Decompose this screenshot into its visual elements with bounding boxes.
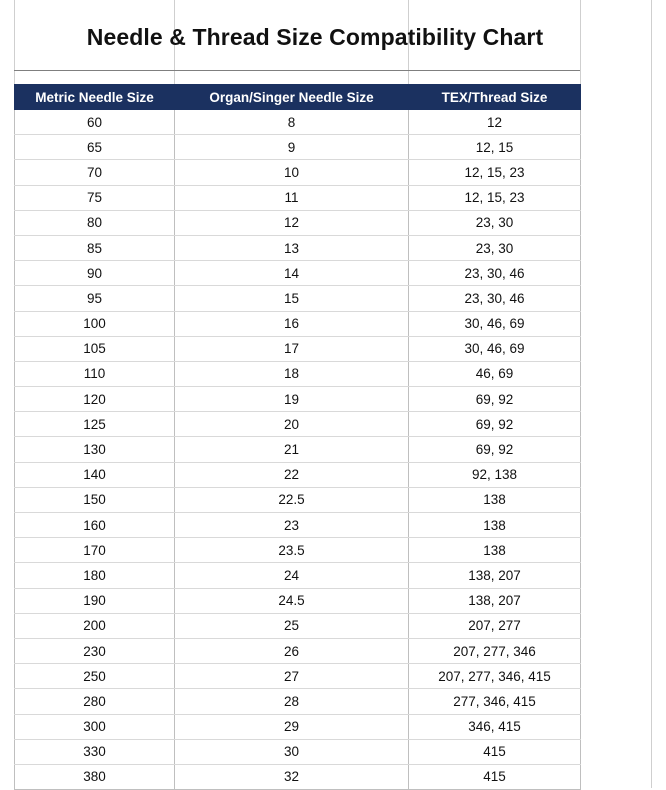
column-header-organ-singer-needle-size: Organ/Singer Needle Size	[175, 85, 409, 110]
cell-organ-singer-needle-size: 23.5	[175, 538, 409, 563]
cell-organ-singer-needle-size: 23	[175, 513, 409, 538]
cell-tex-thread-size: 346, 415	[409, 714, 581, 739]
cell-organ-singer-needle-size: 11	[175, 185, 409, 210]
cell-organ-singer-needle-size: 26	[175, 638, 409, 663]
cell-metric-needle-size: 140	[15, 462, 175, 487]
cell-tex-thread-size: 138	[409, 487, 581, 512]
cell-metric-needle-size: 65	[15, 135, 175, 160]
table-row	[15, 210, 581, 235]
cell-metric-needle-size: 70	[15, 160, 175, 185]
cell-metric-needle-size: 150	[15, 487, 175, 512]
table-row	[15, 361, 581, 386]
table-row	[15, 185, 581, 210]
cell-tex-thread-size: 12, 15, 23	[409, 160, 581, 185]
cell-metric-needle-size: 200	[15, 613, 175, 638]
cell-tex-thread-size: 23, 30	[409, 210, 581, 235]
title-underline	[14, 70, 580, 71]
cell-organ-singer-needle-size: 22	[175, 462, 409, 487]
cell-metric-needle-size: 125	[15, 412, 175, 437]
cell-metric-needle-size: 85	[15, 235, 175, 260]
cell-organ-singer-needle-size: 24	[175, 563, 409, 588]
table-row	[15, 563, 581, 588]
table-row	[15, 487, 581, 512]
cell-organ-singer-needle-size: 15	[175, 286, 409, 311]
table-row	[15, 160, 581, 185]
cell-organ-singer-needle-size: 19	[175, 387, 409, 412]
cell-metric-needle-size: 110	[15, 361, 175, 386]
cell-tex-thread-size: 207, 277, 346, 415	[409, 664, 581, 689]
table-row	[15, 588, 581, 613]
cell-tex-thread-size: 23, 30	[409, 235, 581, 260]
cell-tex-thread-size: 69, 92	[409, 412, 581, 437]
column-header-tex-thread-size: TEX/Thread Size	[409, 85, 581, 110]
table-row	[15, 764, 581, 789]
cell-organ-singer-needle-size: 9	[175, 135, 409, 160]
cell-tex-thread-size: 30, 46, 69	[409, 336, 581, 361]
cell-tex-thread-size: 23, 30, 46	[409, 286, 581, 311]
table-row	[15, 613, 581, 638]
needle-thread-table	[14, 84, 581, 790]
cell-tex-thread-size: 138, 207	[409, 588, 581, 613]
cell-organ-singer-needle-size: 8	[175, 110, 409, 135]
cell-metric-needle-size: 90	[15, 261, 175, 286]
cell-tex-thread-size: 415	[409, 739, 581, 764]
cell-organ-singer-needle-size: 14	[175, 261, 409, 286]
table-row	[15, 110, 581, 135]
cell-organ-singer-needle-size: 16	[175, 311, 409, 336]
cell-organ-singer-needle-size: 22.5	[175, 487, 409, 512]
cell-organ-singer-needle-size: 12	[175, 210, 409, 235]
cell-metric-needle-size: 80	[15, 210, 175, 235]
cell-metric-needle-size: 105	[15, 336, 175, 361]
cell-tex-thread-size: 30, 46, 69	[409, 311, 581, 336]
cell-metric-needle-size: 230	[15, 638, 175, 663]
grid-line-5	[651, 0, 652, 788]
cell-metric-needle-size: 170	[15, 538, 175, 563]
cell-metric-needle-size: 250	[15, 664, 175, 689]
cell-metric-needle-size: 120	[15, 387, 175, 412]
page-title: Needle & Thread Size Compatibility Chart	[86, 24, 544, 50]
cell-metric-needle-size: 160	[15, 513, 175, 538]
cell-organ-singer-needle-size: 17	[175, 336, 409, 361]
cell-organ-singer-needle-size: 24.5	[175, 588, 409, 613]
cell-organ-singer-needle-size: 18	[175, 361, 409, 386]
cell-metric-needle-size: 95	[15, 286, 175, 311]
cell-metric-needle-size: 180	[15, 563, 175, 588]
table-header-row	[15, 85, 581, 110]
table-row	[15, 336, 581, 361]
table-row	[15, 462, 581, 487]
column-header-metric-needle-size: Metric Needle Size	[15, 85, 175, 110]
cell-tex-thread-size: 23, 30, 46	[409, 261, 581, 286]
cell-tex-thread-size: 69, 92	[409, 387, 581, 412]
table-row	[15, 412, 581, 437]
cell-tex-thread-size: 12, 15, 23	[409, 185, 581, 210]
table-row	[15, 235, 581, 260]
table-row	[15, 286, 581, 311]
cell-tex-thread-size: 138, 207	[409, 563, 581, 588]
cell-organ-singer-needle-size: 10	[175, 160, 409, 185]
cell-tex-thread-size: 12	[409, 110, 581, 135]
cell-tex-thread-size: 415	[409, 764, 581, 789]
table-row	[15, 513, 581, 538]
cell-metric-needle-size: 130	[15, 437, 175, 462]
cell-organ-singer-needle-size: 28	[175, 689, 409, 714]
cell-organ-singer-needle-size: 25	[175, 613, 409, 638]
cell-metric-needle-size: 75	[15, 185, 175, 210]
table-row	[15, 538, 581, 563]
cell-metric-needle-size: 100	[15, 311, 175, 336]
cell-metric-needle-size: 60	[15, 110, 175, 135]
cell-organ-singer-needle-size: 20	[175, 412, 409, 437]
table-row	[15, 664, 581, 689]
table-body	[15, 110, 581, 790]
table-row	[15, 437, 581, 462]
table-row	[15, 311, 581, 336]
cell-organ-singer-needle-size: 32	[175, 764, 409, 789]
cell-tex-thread-size: 46, 69	[409, 361, 581, 386]
cell-metric-needle-size: 190	[15, 588, 175, 613]
cell-tex-thread-size: 92, 138	[409, 462, 581, 487]
cell-metric-needle-size: 380	[15, 764, 175, 789]
cell-tex-thread-size: 207, 277, 346	[409, 638, 581, 663]
cell-organ-singer-needle-size: 13	[175, 235, 409, 260]
cell-tex-thread-size: 69, 92	[409, 437, 581, 462]
cell-organ-singer-needle-size: 27	[175, 664, 409, 689]
table-row	[15, 135, 581, 160]
cell-tex-thread-size: 207, 277	[409, 613, 581, 638]
cell-metric-needle-size: 330	[15, 739, 175, 764]
cell-tex-thread-size: 12, 15	[409, 135, 581, 160]
table-row	[15, 689, 581, 714]
table-row	[15, 261, 581, 286]
cell-tex-thread-size: 138	[409, 538, 581, 563]
cell-organ-singer-needle-size: 30	[175, 739, 409, 764]
table-row	[15, 739, 581, 764]
cell-organ-singer-needle-size: 29	[175, 714, 409, 739]
table-row	[15, 714, 581, 739]
cell-tex-thread-size: 277, 346, 415	[409, 689, 581, 714]
table-row	[15, 387, 581, 412]
table-row	[15, 638, 581, 663]
cell-tex-thread-size: 138	[409, 513, 581, 538]
cell-organ-singer-needle-size: 21	[175, 437, 409, 462]
cell-metric-needle-size: 280	[15, 689, 175, 714]
cell-metric-needle-size: 300	[15, 714, 175, 739]
